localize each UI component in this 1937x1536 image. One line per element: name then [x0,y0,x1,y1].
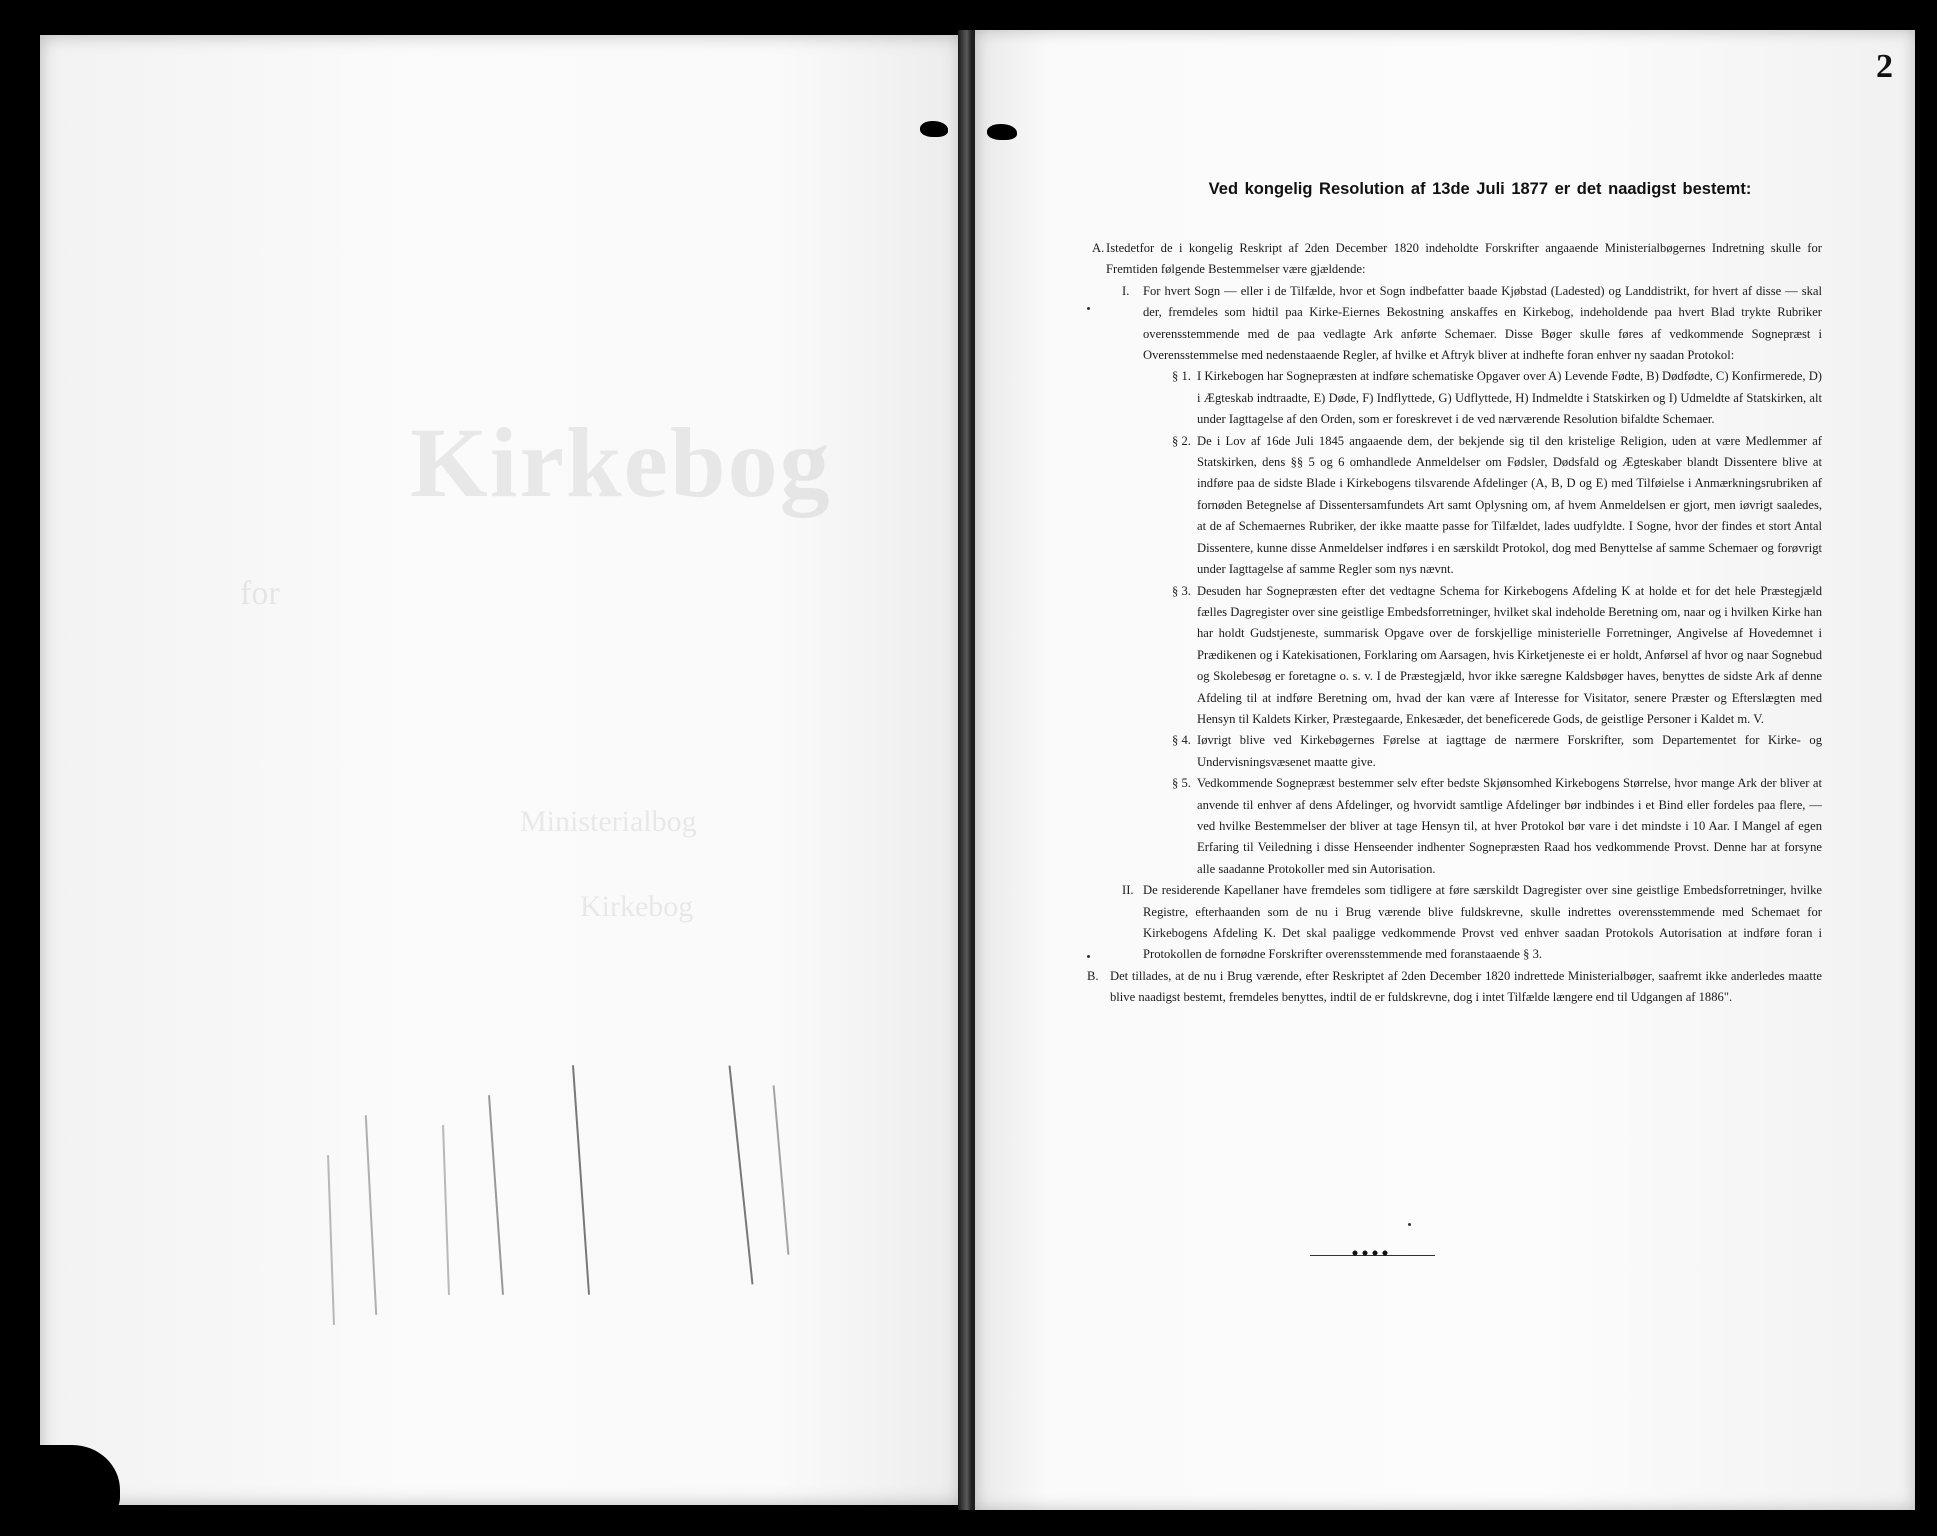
section-text: Det tillades, at de nu i Brug værende, efter Reskriptet af 2den December 1820 indrettede Ministerialbøger, saafremt ikke anderledes maatte blive naadigst bestemt, fremdeles benyttes, indtil de er fuldskrevne, dog i intet Tilfælde længere end til Udgangen af 1886". [1110,968,1822,1005]
right-page [975,30,1915,1510]
paper-scratch [442,1125,450,1295]
paper-scratch [327,1155,335,1325]
section-text: De residerende Kapellaner have fremdeles som tidligere at føre særskildt Dagregister over sine geistlige Embedsforretninger, hvilke Registre, efterhaanden som de nu i Brug værende blive fuldskrevne, skulle indrettes overensstemmende med Schemaet for Kirkebogens Afdeling K. Det skal paaligge vedkommende Provst ved enhver saadan Protokols Autorisation at indføre foran i Protokollen de fornødne Forskrifter overensstemmende med foranstaaende § 3. [1143,883,1822,962]
bleed-through-line: Ministerialbog [520,805,697,838]
bleed-through-title: Kirkebog [410,407,832,518]
paragraph-2 [1092,431,1822,581]
paragraph-label: § 2. [1172,433,1191,448]
paragraph-4 [1092,730,1822,773]
paragraph-text: Desuden har Sognepræsten efter det vedtagne Schema for Kirkebogens Afdeling K at holde et for det hele Præstegjæld fælles Dagregister over sine geistlige Embedsforretninger, hvilket skal indeholde Beretning om, naar og i hvilken Kirke han har holdt Gudstjeneste, summarisk Opgave over de forskjellige ministerielle Forretninger, Angivelse af Hovedemnet i Prædikenen og i Katekisationen, Forklaring om Aarsagen, hvis Kirketjeneste ei er holdt, Anførsel af hvor og naar Sognebud og Skolebesøg er foretagne o. s. v. I de Præstegjæld, hvor ikke særegne Kaldsbøger haves, benyttes de sidste Ark af denne Afdeling til at indføre Beretning om, hvad der kan være af Interesse for Visitator, senere Præster og Efterslægten med Hensyn til Kaldets Kirker, Præstegaarde, Enkesæder, det beneficerede Gods, de geistlige Personer i Kaldet m. V. [1197,583,1822,726]
section-label: II. [1122,883,1134,898]
bleed-through-line: for [240,575,280,612]
left-page [40,35,962,1505]
section-i [1092,281,1822,367]
section-label: B. [1087,968,1099,983]
ink-blot [987,124,1017,140]
paper-scratch [773,1085,790,1255]
paper-scratch [729,1065,754,1284]
resolution-body [1087,238,1822,1009]
ink-blot [920,121,948,137]
ink-dot [1408,1223,1411,1226]
page-tear [40,1445,120,1520]
paper-scratch [488,1095,504,1295]
resolution-title: Ved kongelig Resolution af 13de Juli 1877 er det naadigst bestemt: [1208,180,1752,198]
paragraph-label: § 1. [1172,369,1191,384]
paper-scratch [572,1065,590,1295]
paragraph-label: § 3. [1172,583,1191,598]
section-b [1087,966,1822,1009]
section-label: A. [1092,241,1105,255]
paper-scratch [365,1115,377,1315]
section-text: Istedetfor de i kongelig Reskript af 2den December 1820 indeholdte Forskrifter angaaende Ministerialbøgernes Indretning skulle for Fremtiden følgende Bestemmelser være gjældende: [1106,241,1822,277]
bleed-through-line: Kirkebog [580,890,694,923]
section-text: For hvert Sogn — eller i de Tilfælde, hvor et Sogn indbefatter baade Kjøbstad (Ladested) og Landdistrikt, for hvert af disse — skal der, fremdeles som hidtil paa Kirke-Eiernes Bekostning anskaffes en Kirkebog, indeholdende paa hvert Blad trykte Rubriker overensstemmende med de paa vedlagte Ark anførte Schemaer. Disse Bøger skulle føres af vedkommende Sognepræst i Overensstemmelse med nedenstaaende Regler, af hvilke et Aftryk bliver at indhefte foran enhver ny saadan Protokol: [1143,283,1822,363]
closing-ornament [1350,1250,1390,1256]
page-number: 2 [1876,48,1893,85]
paragraph-5 [1092,773,1822,880]
ink-dot [1087,307,1090,310]
paragraph-text: I Kirkebogen har Sognepræsten at indføre schematiske Opgaver over A) Levende Fødte, B) Dødfødte, C) Konfirmerede, D) i Ægteskab indtraadte, E) Døde, F) Indflyttede, G) Udflyttede, H) Indmeldte i Statskirken og I) Udmeldte af Statskirken, alt under Iagttagelse af den Orden, som er foreskrevet i de ved nærværende Resolution bifaldte Schemaer. [1197,369,1822,427]
paragraph-1 [1092,366,1822,430]
paragraph-3 [1092,581,1822,731]
paragraph-text: De i Lov af 16de Juli 1845 angaaende dem, der bekjende sig til den kristelige Religion, uden at være Medlemmer af Statskirken, dens §§ 5 og 6 omhandlede Anmeldelser om Fødsler, Dødsfald og Ægteskaber blandt Dissentere blive at indføre paa de sidste Blade i Kirkebogens tilsvarende Afdelinger (A, B, D og E) med Tilføielse i Anmærkningsrubriken af fornøden Betegnelse af Dissentersamfundets Art samt Oplysning om, af hvem Anmeldelsen er gjort, men iøvrigt saaledes, at de af Schemaernes Rubriker, der ikke maatte passe for Tilfældet, lades uudfyldte. I Sogne, hvor der findes et stort Antal Dissentere, kunne disse Anmeldelser indføres i en særskildt Protokol, dog med Benyttelse af samme Schemaer og forøvrigt under Iagttagelse af samme Regler som nys nævnt. [1197,433,1822,577]
paragraph-text: Iøvrigt blive ved Kirkebøgernes Førelse at iagttage de nærmere Forskrifter, som Departementet for Kirke- og Undervisningsvæsenet maatte give. [1197,733,1822,769]
section-ii [1092,880,1822,966]
paragraph-label: § 5. [1172,776,1191,791]
section-label: I. [1122,283,1130,298]
paragraph-label: § 4. [1172,733,1191,748]
ink-dot [1087,955,1090,958]
paragraph-text: Vedkommende Sognepræst bestemmer selv efter bedste Skjønsomhed Kirkebogens Størrelse, hvor mange Ark der bliver at anvende til enhver af dens Afdelinger, og hvorvidt samtlige Afdelinger bør indbindes i et Bind eller fordeles paa flere, — ved hvilke Bestemmelser der bliver at tage Hensyn til, at hver Protokol bør vare i det mindste i 10 Aar. I Mangel af egen Erfaring til Veiledning i disse Henseender indhenter Sognepræsten Raad hos vedkommende Provst. Denne har at forsyne alle saadanne Protokoller med sin Autorisation. [1197,776,1822,876]
section-a [1092,238,1822,281]
